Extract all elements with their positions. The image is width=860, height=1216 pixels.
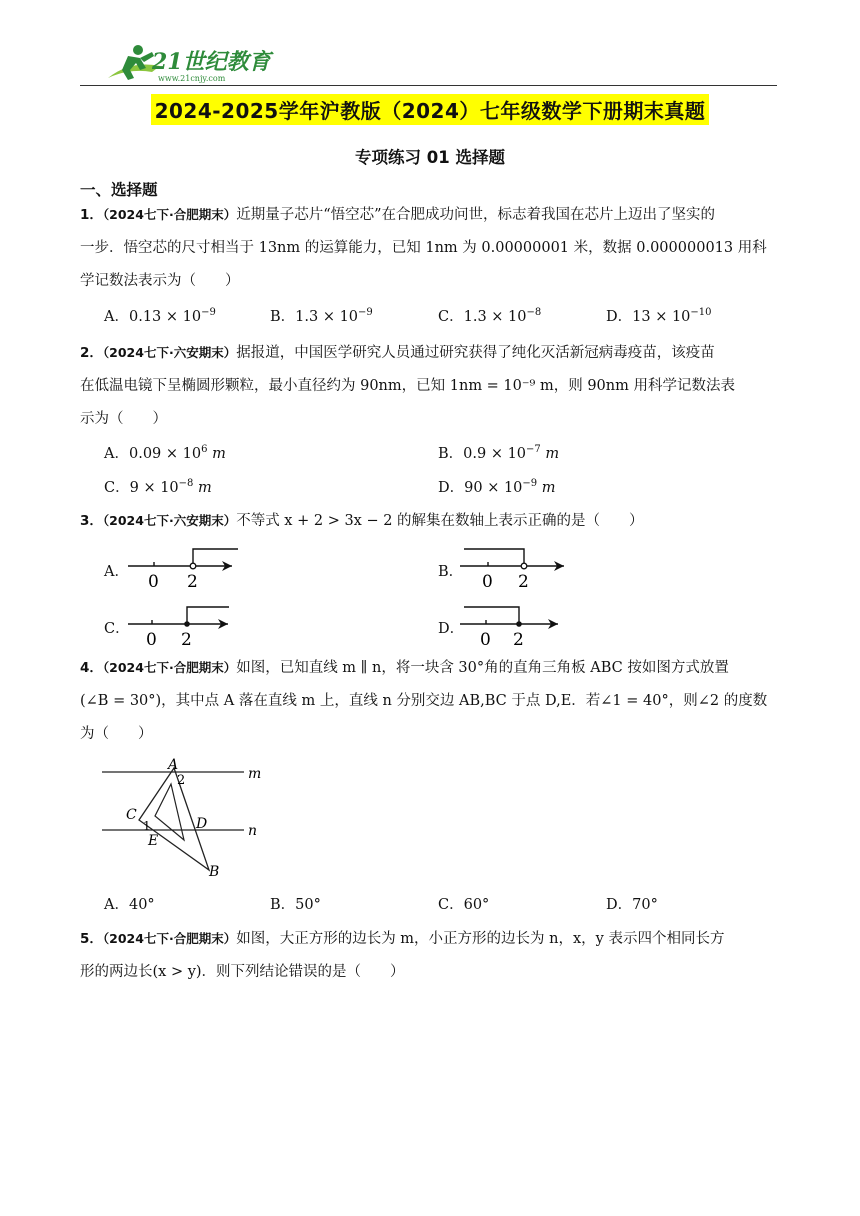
svg-text:n: n	[248, 823, 258, 839]
q3-text-1: 不等式 x + 2 > 3x − 2 的解集在数轴上表示正确的是（ ）	[236, 513, 644, 529]
q1-line-2: 一步．悟空芯的尺寸相当于 13nm 的运算能力，已知 1nm 为 0.00000001 米，数据 0.000000013 用科	[80, 240, 767, 256]
q3-line-1	[80, 511, 780, 531]
q5-number: 5．	[80, 931, 103, 947]
q4-line-1	[80, 658, 780, 678]
section-title: 一、选择题	[80, 181, 158, 199]
logo-url-text: www.21cnjy.com	[158, 74, 226, 83]
q2-line-3: 示为（ ）	[80, 411, 167, 427]
q3-option-b-label: B．	[438, 564, 464, 580]
q3-option-a-label: A．	[104, 564, 129, 580]
q3-option-c-label: C．	[104, 621, 130, 637]
q1-option-a: A．$0.13 \times 10^{-9}$	[104, 307, 216, 325]
q5-line-2: 形的两边长(x > y)．则下列结论错误的是（ ）	[80, 964, 405, 980]
q4-option-a: A．40°	[104, 897, 155, 913]
q5-line-1	[80, 929, 780, 949]
title-wrap	[0, 94, 860, 125]
q5-text-1: 如图，大正方形的边长为 m，小正方形的边长为 n，x，y 表示四个相同长方	[236, 931, 725, 947]
svg-text:A: A	[168, 757, 179, 773]
q3-tag: （2024七下·六安期末）	[102, 513, 237, 528]
svg-text:0: 0	[148, 572, 159, 592]
q4-option-c: C．60°	[438, 897, 490, 913]
svg-text:0: 0	[480, 630, 491, 650]
svg-text:m: m	[248, 766, 262, 782]
svg-text:2: 2	[187, 572, 198, 592]
q2-tag: （2024七下·六安期末）	[102, 345, 237, 360]
q3-option-a-numberline	[128, 542, 248, 592]
q4-line-3: 为（ ）	[80, 726, 153, 742]
q5-tag: （2024七下·合肥期末）	[102, 931, 237, 946]
q2-line-1	[80, 343, 780, 363]
q2-option-d: D．$90 \times 10^{-9}$ m	[438, 478, 556, 496]
q2-number: 2．	[80, 345, 103, 361]
q2-text-1: 据报道，中国医学研究人员通过研究获得了纯化灭活新冠病毒疫苗，该疫苗	[236, 345, 715, 361]
q1-option-c: C．$1.3 \times 10^{-8}$	[438, 307, 542, 325]
q4-line-2: (∠B = 30°)，其中点 A 落在直线 m 上，直线 n 分别交边 AB,BC 于点 D,E．若∠1 = 40°，则∠2 的度数	[80, 693, 768, 709]
q4-tag: （2024七下·合肥期末）	[102, 660, 237, 675]
q3-option-d-numberline	[460, 600, 580, 650]
publisher-logo	[100, 40, 275, 86]
q4-text-1: 如图，已知直线 m ∥ n，将一块含 30°角的直角三角板 ABC 按如图方式放置	[236, 660, 729, 676]
q4-option-b: B．50°	[270, 897, 321, 913]
q2-line-2: 在低温电镜下呈椭圆形颗粒，最小直径约为 90nm，已知 1nm = 10⁻⁹ m，则 90nm 用科学记数法表	[80, 378, 735, 394]
logo-main-text: 21世纪教育	[152, 49, 271, 75]
q1-number: 1．	[80, 207, 103, 223]
svg-text:D: D	[196, 816, 208, 832]
page-subtitle: 专项练习 01 选择题	[355, 148, 505, 167]
svg-text:2: 2	[513, 630, 524, 650]
q1-option-b: B．$1.3 \times 10^{-9}$	[270, 307, 373, 325]
svg-text:2: 2	[518, 572, 529, 592]
svg-text:2: 2	[177, 773, 186, 788]
q1-text-1: 近期量子芯片“悟空芯”在合肥成功问世，标志着我国在芯片上迈出了坚实的	[236, 207, 716, 223]
q4-number: 4．	[80, 660, 103, 676]
svg-text:1: 1	[143, 819, 151, 833]
q2-option-b: B．$0.9 \times 10^{-7}$ m	[438, 444, 560, 462]
q2-option-c: C．$9 \times 10^{-8}$ m	[104, 478, 212, 496]
q4-triangle-figure	[98, 752, 268, 880]
header-rule	[80, 85, 777, 86]
q4-option-d: D．70°	[606, 897, 658, 913]
runner-logo-icon	[100, 40, 275, 86]
q3-option-c-numberline	[128, 600, 248, 650]
svg-text:E: E	[148, 833, 159, 849]
q1-option-d: D．$13 \times 10^{-10}$	[606, 307, 712, 325]
q1-line-3: 学记数法表示为（ ）	[80, 273, 240, 289]
page-title: 2024-2025学年沪教版（2024）七年级数学下册期末真题	[151, 94, 710, 125]
svg-text:B: B	[209, 864, 220, 880]
q3-option-b-numberline	[460, 542, 580, 592]
q3-option-d-label: D．	[438, 621, 465, 637]
q3-number: 3．	[80, 513, 103, 529]
q1-tag: （2024七下·合肥期末）	[102, 207, 237, 222]
q2-option-a: A．$0.09 \times 10^6$ m	[104, 444, 226, 462]
svg-text:C: C	[126, 807, 137, 823]
svg-text:2: 2	[181, 630, 192, 650]
q1-line-1	[80, 205, 780, 225]
svg-text:0: 0	[146, 630, 157, 650]
svg-text:0: 0	[482, 572, 493, 592]
